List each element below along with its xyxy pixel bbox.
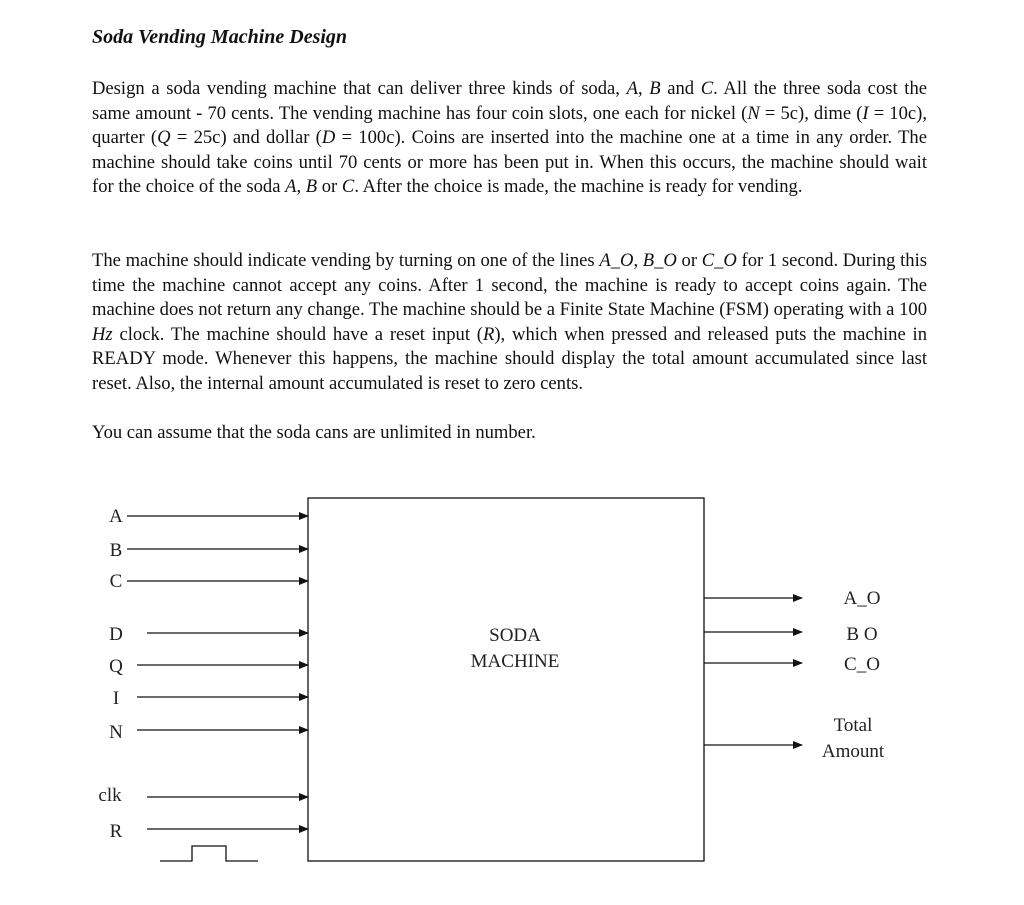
output-label-b-o: B O — [846, 624, 878, 645]
reset-pulse-waveform — [160, 846, 258, 861]
input-label-i: I — [112, 688, 120, 709]
input-label-d: D — [109, 624, 123, 645]
output-label-a-o: A_O — [843, 588, 881, 609]
output-label-amount: Amount — [821, 741, 885, 762]
box-label-soda: SODA — [489, 625, 541, 646]
paragraph-vending: The machine should indicate vending by turning on one of the lines A_O, B_O or C_O for 1 second. During this time the machine cannot accept any coins. After 1 second, the machine is ready to accept coins again. The machine does not return any change. The machine should be a Finite State Machine (FSM) operating with a 100 Hz clock. The machine should have a reset input (R), which when pressed and released puts the machine in READY mode. Whenever this happens, the machine should display the total amount accumulated since last reset. Also, the internal amount accumulated is reset to zero cents. — [92, 250, 927, 394]
output-label-c-o: C_O — [844, 654, 880, 675]
input-label-c: C — [109, 571, 123, 592]
input-label-b: B — [109, 540, 123, 561]
output-label-total: Total — [833, 715, 873, 736]
paragraph-assumption: You can assume that the soda cans are unlimited in number. — [92, 422, 536, 443]
soda-machine-box — [308, 498, 704, 861]
input-label-r: R — [109, 821, 123, 842]
paragraph-intro: Design a soda vending machine that can deliver three kinds of soda, A, B and C. All the three soda cost the same amount - 70 cents. The vending machine has four coin slots, one each for nickel (N = 5c), dime (I = 10c), quarter (Q = 25c) and dollar (D = 100c). Coins are inserted into the machine one at a time in any order. The machine should take coins until 70 cents or more has been put in. When this occurs, the machine should wait for the choice of the soda A, B or C. After the choice is made, the machine is ready for vending. — [92, 78, 927, 198]
box-label-machine: MACHINE — [470, 651, 560, 672]
input-label-n: N — [109, 722, 123, 743]
document-title: Soda Vending Machine Design — [92, 26, 348, 48]
input-label-q: Q — [109, 656, 123, 677]
input-label-a: A — [109, 506, 123, 527]
input-label-clk: clk — [98, 785, 122, 806]
